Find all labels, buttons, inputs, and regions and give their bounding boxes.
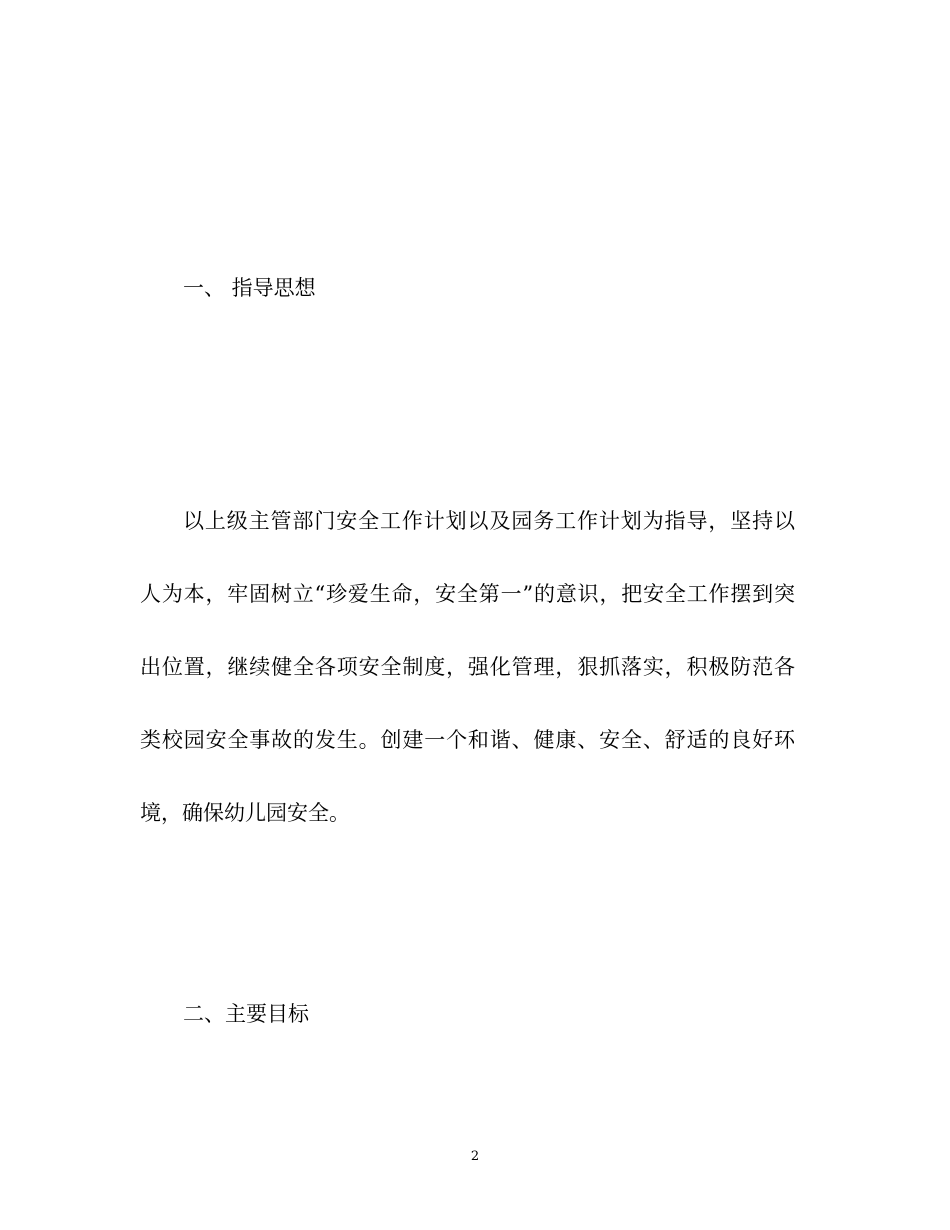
section-heading-main-goals: 二、主要目标 <box>183 1002 309 1026</box>
body-paragraph <box>140 485 795 850</box>
paragraph-line: 类校园安全事故的发生。创建一个和谐、健康、安全、舒适的良好环 <box>140 728 795 752</box>
paragraph-line: 人为本，牢固树立“珍爱生命，安全第一”的意识，把安全工作摆到突 <box>140 582 795 606</box>
paragraph-line: 出位置，继续健全各项安全制度，强化管理，狠抓落实，积极防范各 <box>140 655 795 679</box>
page-number: 2 <box>470 1149 480 1164</box>
section-heading-guiding-ideology: 一、 指导思想 <box>183 276 316 300</box>
paragraph-line: 境，确保幼儿园安全。 <box>140 801 350 825</box>
paragraph-line: 以上级主管部门安全工作计划以及园务工作计划为指导，坚持以 <box>183 509 795 533</box>
